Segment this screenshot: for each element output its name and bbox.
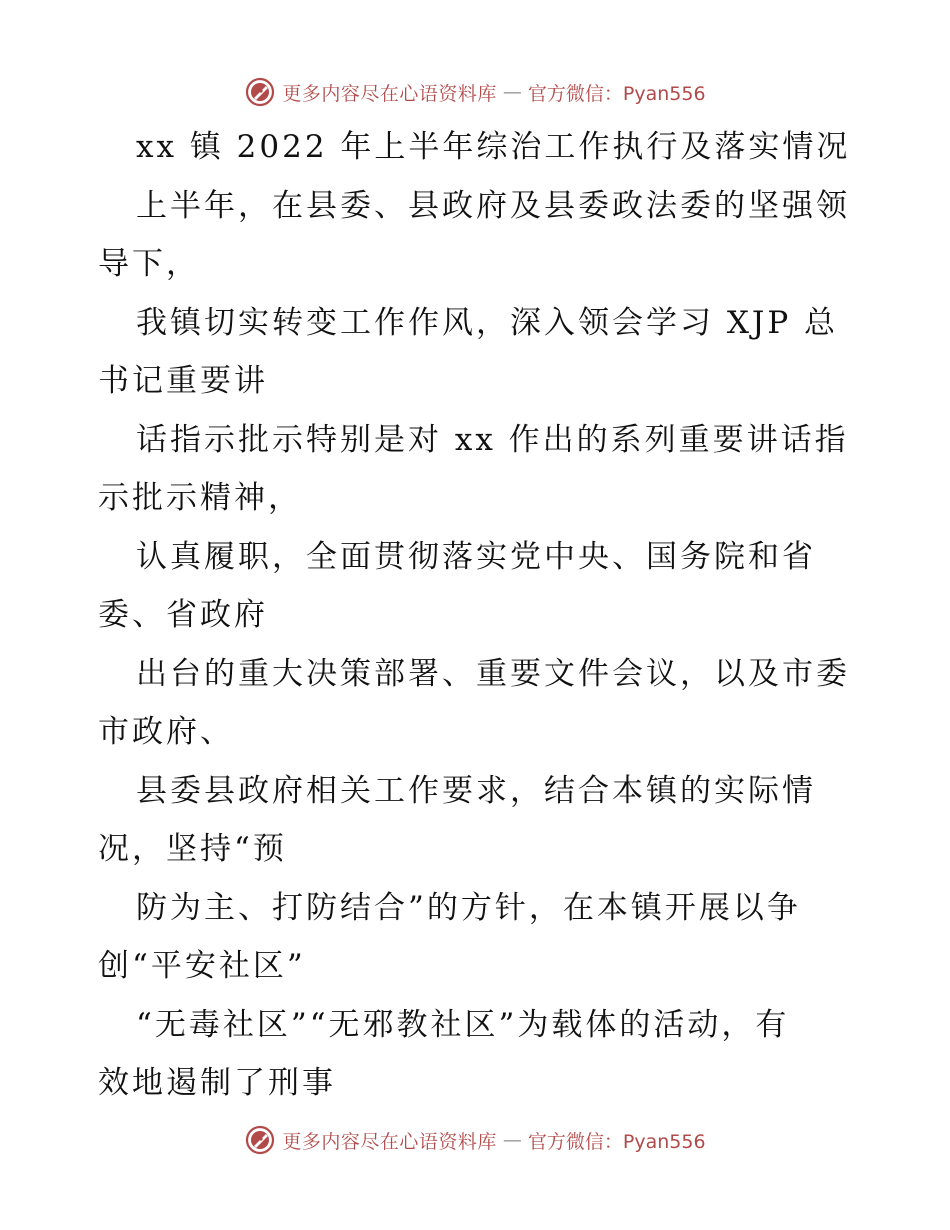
body-text-line: 我镇切实转变工作作风，深入领会学习 XJP 总 [136, 304, 839, 341]
footer-watermark [0, 1120, 950, 1160]
watermark-contact: 官方微信：Pyan556 [527, 1130, 706, 1153]
watermark-text: 更多内容尽在心语资料库 [282, 82, 497, 105]
body-text-line: 书记重要讲 [98, 363, 268, 399]
body-text-line: 导下， [98, 246, 200, 282]
document-title: xx 镇 2022 年上半年综治工作执行及落实情况 [136, 129, 851, 165]
pen-nib-logo-icon [244, 76, 276, 108]
body-text-line: 话指示批示特别是对 xx 作出的系列重要讲话指 [136, 421, 849, 458]
body-text-line: 委、省政府 [98, 597, 268, 633]
body-text-line: 效地遏制了刑事 [98, 1065, 336, 1101]
body-text-line: 创“平安社区” [98, 948, 306, 984]
document-body [98, 118, 858, 1113]
watermark-contact: 官方微信：Pyan556 [527, 82, 706, 105]
body-text-line: 认真履职，全面贯彻落实党中央、国务院和省 [136, 538, 816, 575]
body-text-line: 上半年，在县委、县政府及县委政法委的坚强领 [136, 187, 850, 224]
pen-nib-logo-icon [244, 1124, 276, 1156]
body-text-line: “无毒社区”“无邪教社区”为载体的活动，有 [136, 1006, 790, 1043]
body-text-line: 示批示精神， [98, 480, 302, 516]
watermark-separator: — [502, 1129, 522, 1151]
body-text-line: 防为主、打防结合”的方针，在本镇开展以争 [136, 889, 801, 926]
body-text-line: 县委县政府相关工作要求，结合本镇的实际情 [136, 772, 816, 809]
body-text-line: 出台的重大决策部署、重要文件会议，以及市委 [136, 655, 850, 692]
body-text-line: 市政府、 [98, 714, 234, 750]
body-text-line: 况，坚持“预 [98, 831, 287, 867]
watermark-separator: — [502, 81, 522, 103]
watermark-text: 更多内容尽在心语资料库 [282, 1130, 497, 1153]
header-watermark [0, 72, 950, 112]
